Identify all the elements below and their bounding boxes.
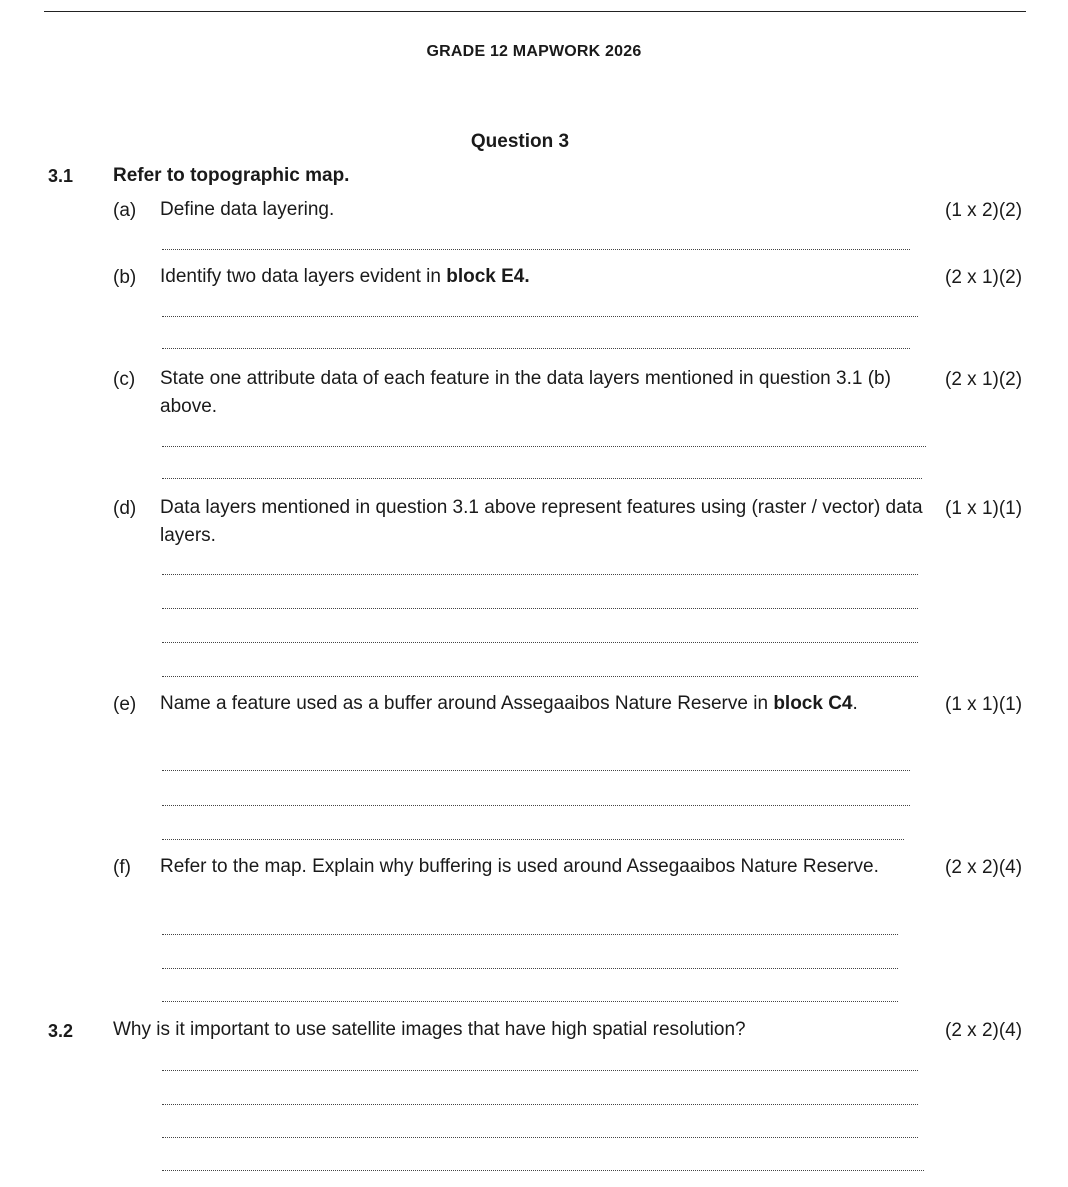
- top-rule: [44, 11, 1026, 12]
- answer-line[interactable]: [162, 676, 918, 677]
- part-b-text: Identify two data layers evident in: [160, 266, 447, 287]
- part-e-text: Name a feature used as a buffer around Assegaaibos Nature Reserve in: [160, 693, 774, 714]
- part-e-question: [160, 690, 935, 718]
- part-a-marks: (1 x 2)(2): [945, 200, 1023, 221]
- part-b-question: [160, 263, 935, 291]
- answer-line[interactable]: [162, 348, 910, 349]
- part-e-letter: (e): [113, 694, 137, 715]
- question-3-2-marks: (2 x 2)(4): [945, 1020, 1023, 1041]
- answer-line[interactable]: [162, 934, 898, 935]
- part-a-question: Define data layering.: [160, 199, 335, 220]
- answer-line[interactable]: [162, 1137, 918, 1138]
- answer-line[interactable]: [162, 446, 926, 447]
- section-number-3-1: 3.1: [48, 166, 74, 186]
- part-d-letter: (d): [113, 498, 137, 519]
- part-d-question: Data layers mentioned in question 3.1 above represent features using (raster / vector) data layers.: [160, 497, 923, 546]
- part-f-letter: (f): [113, 857, 131, 878]
- part-f-marks: (2 x 2)(4): [945, 857, 1023, 878]
- part-f-question: Refer to the map. Explain why buffering is used around Assegaaibos Nature Reserve.: [160, 856, 879, 877]
- question-3-2: Why is it important to use satellite images that have high spatial resolution?: [113, 1019, 746, 1040]
- answer-line[interactable]: [162, 1001, 898, 1002]
- part-e-marks: (1 x 1)(1): [945, 694, 1023, 715]
- part-b-letter: (b): [113, 267, 137, 288]
- part-c-marks: (2 x 1)(2): [945, 369, 1023, 390]
- document-title: GRADE 12 MAPWORK 2026: [426, 43, 642, 60]
- answer-line[interactable]: [162, 608, 918, 609]
- part-a-letter: (a): [113, 200, 137, 221]
- section-number-3-2: 3.2: [48, 1021, 74, 1041]
- part-b-marks: (2 x 1)(2): [945, 267, 1023, 288]
- section-title-3-1: Refer to topographic map.: [113, 165, 350, 186]
- part-e-block-ref: block C4: [773, 693, 853, 714]
- answer-line[interactable]: [162, 1070, 918, 1071]
- answer-line[interactable]: [162, 805, 910, 806]
- answer-line[interactable]: [162, 770, 910, 771]
- answer-line[interactable]: [162, 1104, 918, 1105]
- answer-line[interactable]: [162, 249, 910, 250]
- answer-line[interactable]: [162, 642, 918, 643]
- part-c-letter: (c): [113, 369, 136, 390]
- part-d-marks: (1 x 1)(1): [945, 498, 1023, 519]
- answer-line[interactable]: [162, 478, 922, 479]
- question-heading: Question 3: [470, 131, 570, 152]
- answer-line[interactable]: [162, 968, 898, 969]
- answer-line[interactable]: [162, 1170, 924, 1171]
- part-e-period: .: [852, 693, 858, 714]
- answer-line[interactable]: [162, 574, 918, 575]
- part-c-question: State one attribute data of each feature in the data layers mentioned in question 3.1 (b) above.: [160, 368, 891, 417]
- part-b-block-ref: block E4.: [446, 266, 530, 287]
- answer-line[interactable]: [162, 316, 918, 317]
- answer-line[interactable]: [162, 839, 904, 840]
